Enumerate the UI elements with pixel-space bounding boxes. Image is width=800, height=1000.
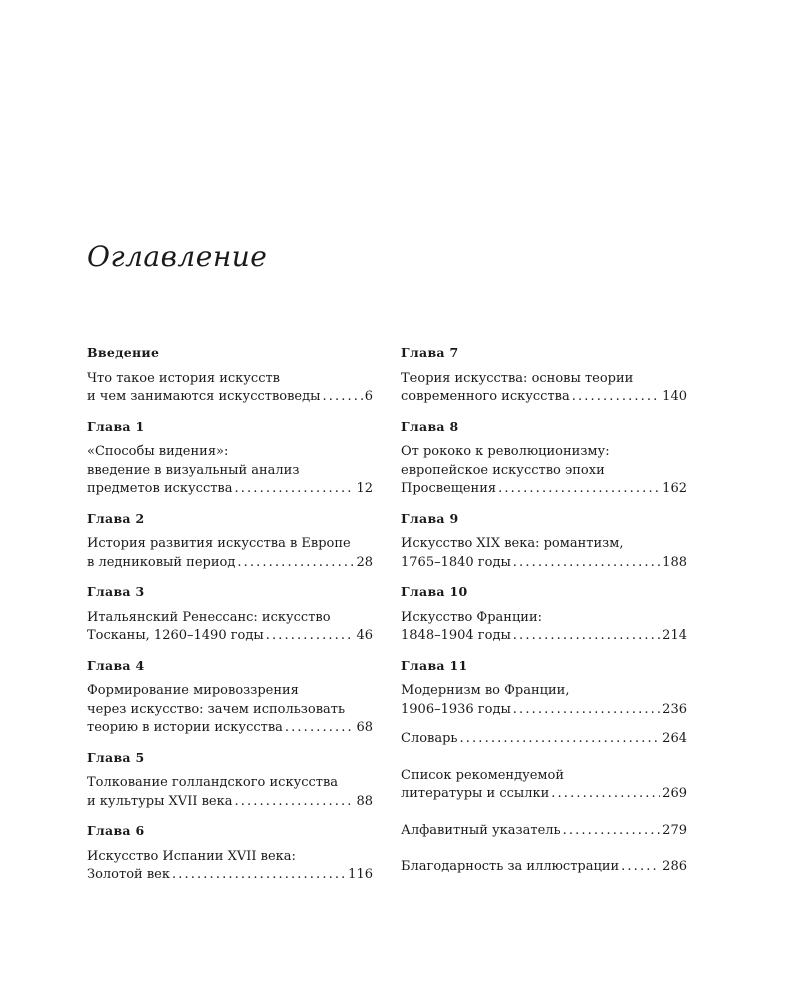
dot-leader: [172, 866, 346, 885]
entry-leader-line: [87, 554, 373, 573]
page-number: 236: [662, 701, 687, 717]
dot-leader: [234, 793, 354, 812]
page-number: 88: [356, 793, 373, 809]
entry-title-line: 1765–1840 годы: [401, 554, 511, 570]
dot-leader: [563, 822, 661, 841]
entry-title-line: От рококо к революционизму:: [401, 444, 610, 459]
page-number: 264: [662, 731, 687, 746]
entry-leader-line: [401, 822, 687, 841]
entry-title-line: Искусство Франции:: [401, 609, 543, 625]
page-number: 12: [356, 481, 373, 496]
toc-entry[interactable]: [87, 657, 373, 738]
entry-title-line: Искусство XIX века: романтизм,: [401, 536, 624, 551]
page-number: 188: [662, 554, 687, 570]
entry-title-line: в ледниковый период: [87, 554, 236, 570]
page-number: 6: [364, 389, 373, 404]
toc-entry[interactable]: [401, 730, 687, 749]
chapter-heading: Глава 4: [87, 657, 145, 673]
toc-entry[interactable]: [401, 344, 687, 407]
entry-leader-line: [401, 554, 687, 573]
entry-title-line: современного искусства: [401, 389, 570, 404]
entry-leader-line: [401, 785, 687, 804]
toc-entry[interactable]: [87, 418, 373, 499]
entry-title-line: Алфавитный указатель: [401, 822, 561, 838]
entry-title-line: Список рекомендуемой: [401, 767, 565, 783]
toc-column-right: [401, 344, 687, 888]
dot-leader: [551, 785, 660, 804]
entry-title-line: через искусство: зачем использовать: [87, 701, 346, 717]
dot-leader: [322, 388, 362, 407]
chapter-heading: Глава 3: [87, 584, 145, 599]
chapter-heading: Глава 6: [87, 823, 145, 838]
dot-leader: [235, 480, 355, 499]
entry-title-line: и чем занимаются искусствоведы: [87, 389, 321, 404]
toc-entry[interactable]: [87, 749, 373, 812]
entry-title-line: История развития искусства в Европе: [87, 536, 351, 551]
dot-leader: [285, 719, 355, 738]
page-title: Оглавление: [87, 240, 268, 273]
chapter-heading: Глава 7: [401, 345, 459, 360]
page-number: 116: [348, 867, 373, 882]
chapter-heading: Глава 9: [401, 510, 459, 526]
entry-leader-line: [87, 719, 373, 738]
page-number: 140: [662, 389, 687, 404]
toc-entry[interactable]: [87, 344, 373, 407]
entry-title-line: Итальянский Ренессанс: искусство: [87, 609, 331, 625]
entry-title-line: и культуры XVII века: [87, 793, 233, 809]
entry-title-line: Словарь: [401, 731, 458, 746]
entry-leader-line: [401, 701, 687, 720]
page-number: 214: [662, 628, 687, 643]
entry-leader-line: [87, 388, 373, 407]
chapter-heading: Глава 5: [87, 749, 145, 765]
toc-entry[interactable]: [401, 858, 687, 877]
entry-title-line: Золотой век: [87, 867, 170, 882]
entry-title-line: Тосканы, 1260–1490 годы: [87, 628, 264, 643]
chapter-heading: Глава 10: [401, 584, 468, 599]
entry-title-line: «Способы видения»:: [87, 444, 229, 459]
dot-leader: [572, 388, 660, 407]
entry-leader-line: [87, 480, 373, 499]
toc-entry[interactable]: [87, 583, 373, 646]
toc-entry[interactable]: [401, 657, 687, 720]
entry-title-line: Формирование мировоззрения: [87, 683, 299, 698]
chapter-heading: Введение: [87, 345, 160, 360]
chapter-heading: Глава 8: [401, 418, 459, 434]
entry-leader-line: [87, 866, 373, 885]
entry-title-line: Просвещения: [401, 481, 497, 496]
toc-entry[interactable]: [401, 822, 687, 841]
entry-title-line: введение в визуальный анализ: [87, 462, 300, 478]
dot-leader: [237, 554, 354, 573]
dot-leader: [513, 554, 660, 573]
toc-entry[interactable]: [401, 767, 687, 804]
page-number: 279: [662, 822, 687, 838]
chapter-heading: Глава 1: [87, 418, 145, 434]
entry-leader-line: [401, 388, 687, 407]
page-number: 46: [356, 628, 373, 643]
page-number: 28: [356, 554, 373, 570]
dot-leader: [513, 701, 660, 720]
entry-title-line: теорию в истории искусства: [87, 720, 283, 735]
dot-leader: [621, 858, 660, 877]
page-number: 286: [662, 859, 687, 874]
entry-leader-line: [401, 730, 687, 749]
toc-entry[interactable]: [87, 510, 373, 573]
toc-entry[interactable]: [87, 822, 373, 885]
toc-column-left: [87, 344, 373, 896]
page-number: 162: [662, 481, 687, 496]
entry-title-line: Благодарность за иллюстрации: [401, 859, 620, 874]
entry-title-line: Теория искусства: основы теории: [401, 370, 634, 386]
chapter-heading: Глава 11: [401, 657, 468, 673]
entry-leader-line: [401, 858, 687, 877]
toc-entry[interactable]: [401, 418, 687, 499]
entry-title-line: Модернизм во Франции,: [401, 683, 570, 698]
entry-title-line: Что такое история искусств: [87, 370, 280, 386]
dot-leader: [460, 730, 661, 749]
dot-leader: [266, 627, 355, 646]
entry-leader-line: [87, 627, 373, 646]
entry-title-line: 1848–1904 годы: [401, 628, 511, 643]
toc-entry[interactable]: [401, 510, 687, 573]
entry-leader-line: [401, 627, 687, 646]
entry-title-line: предметов искусства: [87, 481, 233, 496]
entry-title-line: Толкование голландского искусства: [87, 775, 339, 790]
dot-leader: [498, 480, 660, 499]
dot-leader: [513, 627, 660, 646]
entry-title-line: Искусство Испании XVII века:: [87, 848, 296, 864]
entry-leader-line: [87, 793, 373, 812]
chapter-heading: Глава 2: [87, 510, 145, 526]
toc-entry[interactable]: [401, 583, 687, 646]
entry-title-line: европейское искусство эпохи: [401, 462, 605, 478]
page-number: 68: [356, 720, 373, 735]
entry-leader-line: [401, 480, 687, 499]
page-number: 269: [662, 786, 687, 801]
entry-title-line: 1906–1936 годы: [401, 701, 511, 717]
entry-title-line: литературы и ссылки: [401, 786, 550, 801]
